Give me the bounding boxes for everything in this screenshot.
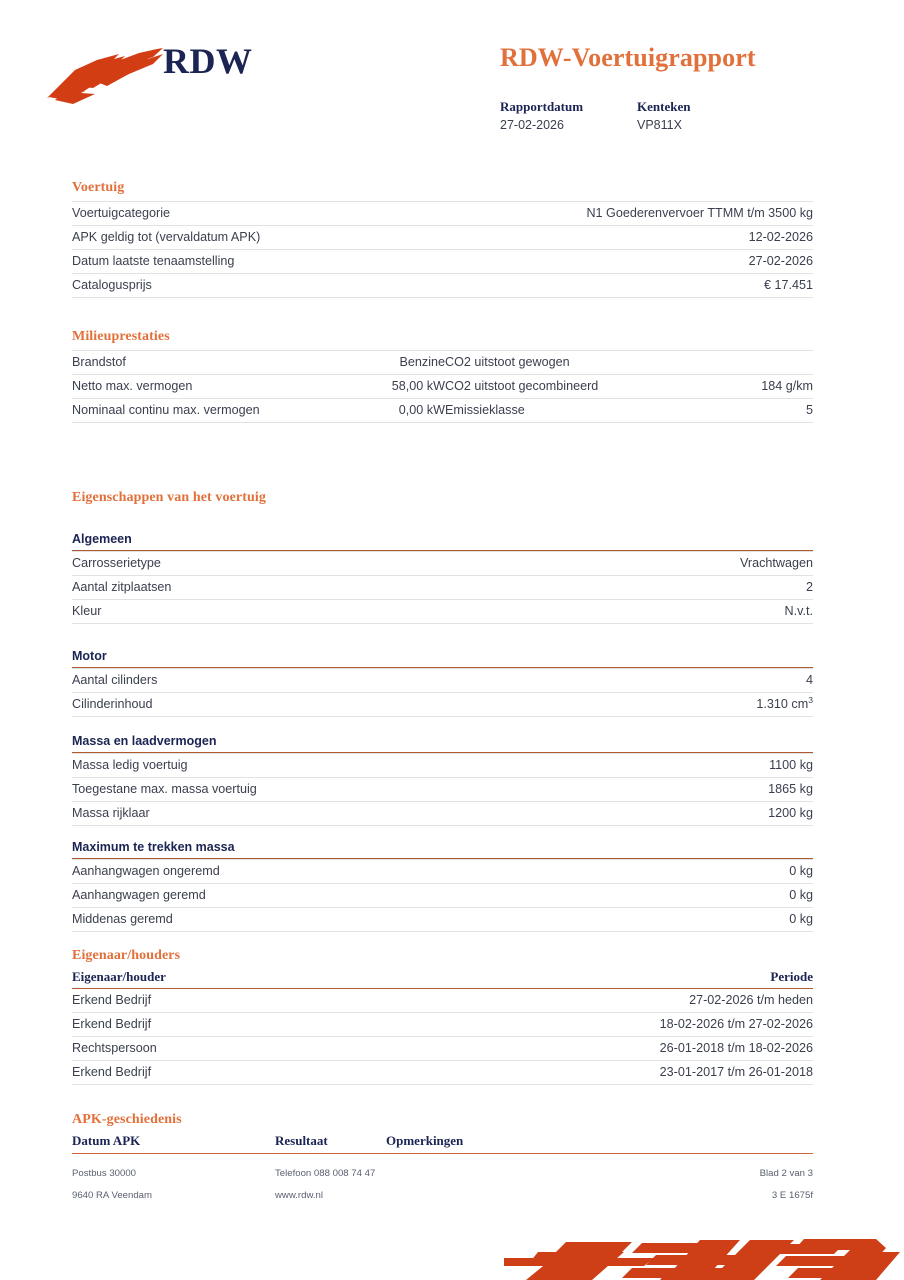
group-heading: Algemeen <box>72 532 132 546</box>
table-row <box>72 754 813 778</box>
rdw-wordmark: RDW <box>163 41 253 81</box>
owner-period: 23-01-2017 t/m 26-01-2018 <box>443 1061 814 1085</box>
table-row <box>72 250 813 274</box>
row-label: Carrosserietype <box>72 552 443 576</box>
owner-period: 26-01-2018 t/m 18-02-2026 <box>443 1037 814 1061</box>
milieuprestaties-table <box>72 350 813 423</box>
table-row <box>72 884 813 908</box>
plate-label: Kenteken <box>637 99 691 114</box>
row-value: 1865 kg <box>443 778 814 802</box>
table-row <box>72 399 813 423</box>
plate-value: VP811X <box>637 118 682 132</box>
section-title-eigenschappen: Eigenschappen van het voertuig <box>72 490 266 505</box>
owners-table <box>72 969 813 1085</box>
footer-website[interactable]: www.rdw.nl <box>275 1190 323 1201</box>
table-row <box>72 552 813 576</box>
rdw-logo <box>45 30 305 100</box>
section-title-milieuprestaties: Milieuprestaties <box>72 329 170 344</box>
eigenschappen-group <box>72 733 813 826</box>
row-label: Aantal cilinders <box>72 669 443 693</box>
row-label-left: Nominaal continu max. vermogen <box>72 399 300 423</box>
table-row <box>72 989 813 1013</box>
section-voertuig <box>72 180 813 298</box>
row-label: Aanhangwagen ongeremd <box>72 860 443 884</box>
group-table <box>72 859 813 932</box>
rdw-feather-arrow-icon <box>45 48 165 106</box>
row-value <box>443 693 814 717</box>
row-label: Middenas geremd <box>72 908 443 932</box>
row-value-right <box>685 351 813 375</box>
footer-postbus: Postbus 30000 <box>72 1168 137 1179</box>
row-label: Kleur <box>72 600 443 624</box>
owners-col-period: Periode <box>443 969 814 989</box>
report-meta <box>500 97 830 135</box>
eigenschappen-groups <box>72 511 813 931</box>
row-label: Aantal zitplaatsen <box>72 576 443 600</box>
row-value: 1200 kg <box>443 802 814 826</box>
row-label: Massa rijklaar <box>72 802 443 826</box>
row-value-left: 0,00 kW <box>300 399 445 423</box>
footer-page-number: Blad 2 van 3 <box>759 1168 813 1179</box>
owner-period: 18-02-2026 t/m 27-02-2026 <box>443 1013 814 1037</box>
row-label: Catalogusprijs <box>72 274 443 298</box>
row-value: 27-02-2026 <box>443 250 814 274</box>
row-value-left: 58,00 kW <box>300 375 445 399</box>
row-label-right: Emissieklasse <box>445 399 685 423</box>
owners-header-row <box>72 969 813 989</box>
table-row <box>72 669 813 693</box>
footer-form-code: 3 E 1675f <box>771 1190 813 1201</box>
table-row <box>72 576 813 600</box>
section-apk-geschiedenis <box>72 1112 813 1154</box>
row-value: 12-02-2026 <box>443 226 814 250</box>
row-value: N1 Goederenvervoer TTMM t/m 3500 kg <box>443 202 814 226</box>
meta-report-date <box>500 97 637 135</box>
eigenschappen-group <box>72 531 813 624</box>
row-label-right: CO2 uitstoot gewogen <box>445 351 685 375</box>
row-label-left: Netto max. vermogen <box>72 375 300 399</box>
section-eigenaar-houders <box>72 948 813 1085</box>
table-row <box>72 693 813 717</box>
apk-table <box>72 1133 813 1154</box>
table-row <box>72 351 813 375</box>
footer-phone: Telefoon 088 008 74 47 <box>275 1168 376 1179</box>
table-row <box>72 202 813 226</box>
page-title: RDW-Voertuigrapport <box>500 43 756 72</box>
table-row <box>72 1013 813 1037</box>
owner-name: Erkend Bedrijf <box>72 989 443 1013</box>
table-row <box>72 802 813 826</box>
section-title-voertuig: Voertuig <box>72 180 125 195</box>
row-value-text: 1.310 cm <box>756 697 809 711</box>
row-value: N.v.t. <box>443 600 814 624</box>
row-label: Toegestane max. massa voertuig <box>72 778 443 802</box>
row-value: € 17.451 <box>443 274 814 298</box>
owner-name: Rechtspersoon <box>72 1037 443 1061</box>
document-footer <box>72 1168 813 1212</box>
row-value: 0 kg <box>443 884 814 908</box>
footer-city: 9640 RA Veendam <box>72 1190 153 1201</box>
section-milieuprestaties <box>72 329 813 423</box>
report-date-label: Rapportdatum <box>500 99 584 114</box>
eigenschappen-group <box>72 648 813 717</box>
row-label: Aanhangwagen geremd <box>72 884 443 908</box>
owners-col-owner: Eigenaar/houder <box>72 969 443 989</box>
row-value-superscript: 3 <box>808 694 813 705</box>
row-value: 4 <box>443 669 814 693</box>
row-value: 0 kg <box>443 860 814 884</box>
report-date-value: 27-02-2026 <box>500 118 564 132</box>
group-heading: Maximum te trekken massa <box>72 840 235 854</box>
owner-period: 27-02-2026 t/m heden <box>443 989 814 1013</box>
apk-header-row <box>72 1133 813 1154</box>
section-title-apk-geschiedenis: APK-geschiedenis <box>72 1112 182 1127</box>
row-label: Datum laatste tenaamstelling <box>72 250 443 274</box>
row-value-right: 184 g/km <box>685 375 813 399</box>
voertuig-table <box>72 201 813 298</box>
row-value: 1100 kg <box>443 754 814 778</box>
rdw-speed-stripes-icon <box>504 1222 904 1280</box>
section-title-eigenaar-houders: Eigenaar/houders <box>72 948 181 963</box>
row-label: Voertuigcategorie <box>72 202 443 226</box>
apk-col-remarks: Opmerkingen <box>386 1133 813 1154</box>
row-value-left: Benzine <box>300 351 445 375</box>
group-heading: Motor <box>72 649 107 663</box>
table-row <box>72 226 813 250</box>
owner-name: Erkend Bedrijf <box>72 1061 443 1085</box>
row-label: APK geldig tot (vervaldatum APK) <box>72 226 443 250</box>
table-row <box>72 778 813 802</box>
meta-plate <box>637 97 817 135</box>
row-value: 2 <box>443 576 814 600</box>
table-row <box>72 1037 813 1061</box>
eigenschappen-group <box>72 839 813 932</box>
row-label: Cilinderinhoud <box>72 693 443 717</box>
footer-row-2 <box>72 1190 813 1212</box>
row-label: Massa ledig voertuig <box>72 754 443 778</box>
table-row <box>72 375 813 399</box>
table-row <box>72 1061 813 1085</box>
table-row <box>72 860 813 884</box>
group-table <box>72 753 813 826</box>
group-table <box>72 551 813 624</box>
section-eigenschappen <box>72 490 813 931</box>
table-row <box>72 908 813 932</box>
group-heading: Massa en laadvermogen <box>72 734 217 748</box>
table-row <box>72 600 813 624</box>
row-label-left: Brandstof <box>72 351 300 375</box>
table-row <box>72 274 813 298</box>
document-header <box>0 0 904 160</box>
row-label-right: CO2 uitstoot gecombineerd <box>445 375 685 399</box>
row-value-right: 5 <box>685 399 813 423</box>
group-table <box>72 668 813 717</box>
row-value: Vrachtwagen <box>443 552 814 576</box>
apk-col-result: Resultaat <box>275 1133 386 1154</box>
footer-row-1 <box>72 1168 813 1190</box>
owner-name: Erkend Bedrijf <box>72 1013 443 1037</box>
apk-col-date: Datum APK <box>72 1133 275 1154</box>
row-value: 0 kg <box>443 908 814 932</box>
